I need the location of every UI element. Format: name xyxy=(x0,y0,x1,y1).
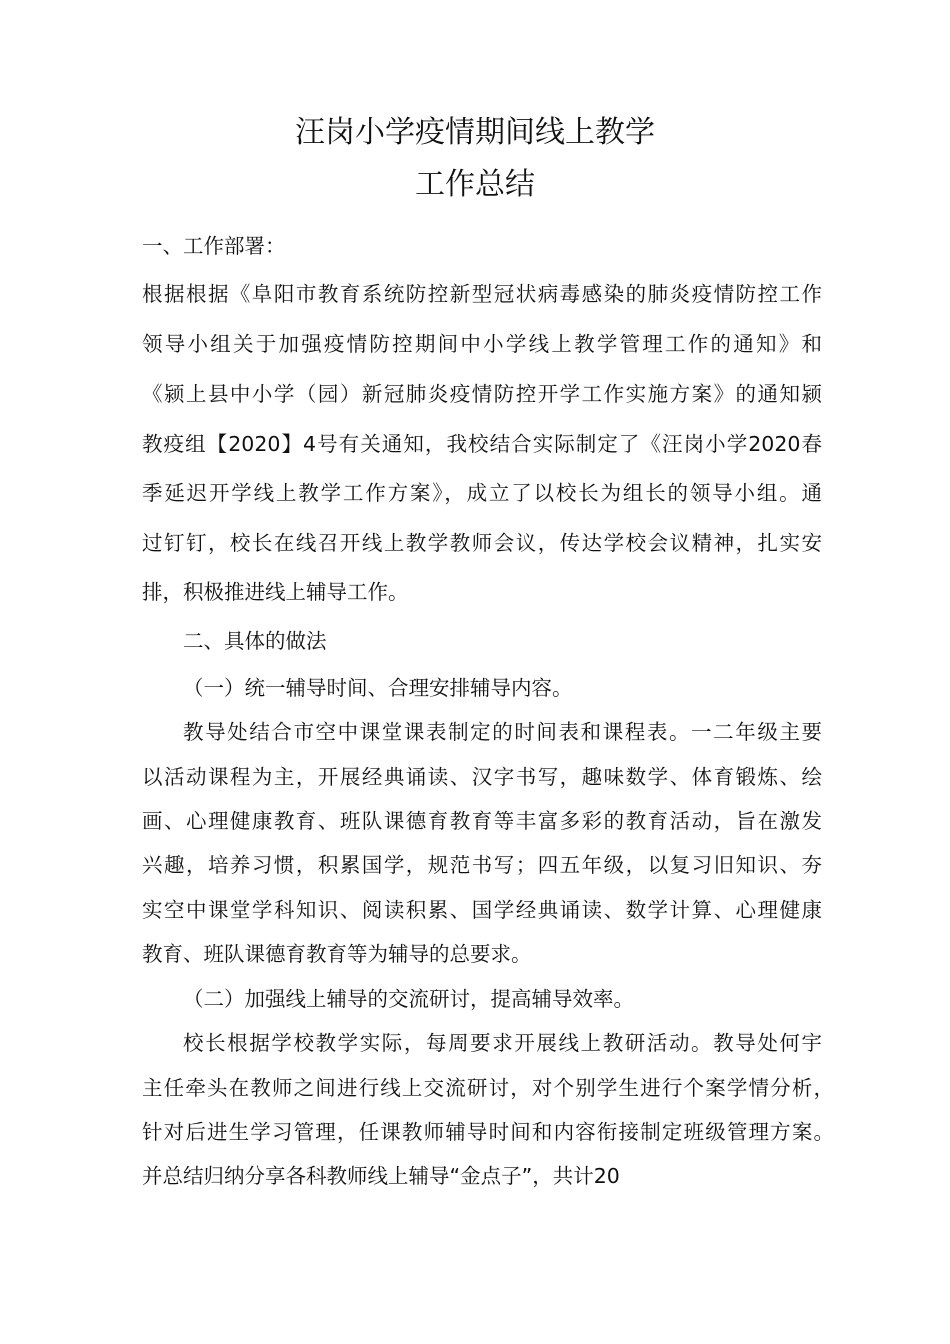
paragraph-line: 兴趣，培养习惯，积累国学，规范书写；四五年级，以复习旧知识、夯 xyxy=(142,853,822,877)
paragraph-line: 排，积极推进线上辅导工作。 xyxy=(142,580,409,604)
section-heading-deployment: 一、工作部署： xyxy=(142,234,286,258)
paragraph-line: 校长根据学校教学实际，每周要求开展线上教研活动。教导处何宇 xyxy=(183,1031,822,1055)
paragraph-line: 教育、班队课德育教育等为辅导的总要求。 xyxy=(142,942,532,966)
paragraph-line: 主任牵头在教师之间进行线上交流研讨，对个别学生进行个案学情分析， xyxy=(142,1076,834,1100)
paragraph-line: 季延迟开学线上教学工作方案》，成立了以校长为组长的领导小组。通 xyxy=(142,481,822,505)
section-heading-practices: 二、具体的做法 xyxy=(183,629,327,653)
paragraph-line: 领导小组关于加强疫情防控期间中小学线上教学管理工作的通知》和 xyxy=(142,332,822,356)
paragraph-line: 过钉钉，校长在线召开线上教学教师会议，传达学校会议精神，扎实安 xyxy=(142,531,822,555)
subsection-heading-1: （一）统一辅导时间、合理安排辅导内容。 xyxy=(183,676,573,700)
paragraph-line: 《颍上县中小学（园）新冠肺炎疫情防控开学工作实施方案》的通知颍 xyxy=(142,382,822,406)
paragraph-line: 画、心理健康教育、班队课德育教育等丰富多彩的教育活动，旨在激发 xyxy=(142,809,822,833)
paragraph-line: 针对后进生学习管理，任课教师辅导时间和内容衔接制定班级管理方案。 xyxy=(142,1120,834,1144)
subsection-heading-2: （二）加强线上辅导的交流研讨，提高辅导效率。 xyxy=(183,987,634,1011)
paragraph-line: 教疫组【2020】4号有关通知，我校结合实际制定了《汪岗小学2020春 xyxy=(142,432,822,456)
paragraph-line: 实空中课堂学科知识、阅读积累、国学经典诵读、数学计算、心理健康 xyxy=(142,898,822,922)
paragraph-line: 教导处结合市空中课堂课表制定的时间表和课程表。一二年级主要 xyxy=(183,720,822,744)
document-title-line-2: 工作总结 xyxy=(415,167,535,202)
paragraph-line: 并总结归纳分享各科教师线上辅导“金点子”，共计20 xyxy=(142,1164,620,1188)
document-title-line-1: 汪岗小学疫情期间线上教学 xyxy=(295,115,655,150)
paragraph-line: 以活动课程为主，开展经典诵读、汉字书写，趣味数学、体育锻炼、绘 xyxy=(142,765,822,789)
paragraph-line: 根据根据《阜阳市教育系统防控新型冠状病毒感染的肺炎疫情防控工作 xyxy=(142,282,822,306)
